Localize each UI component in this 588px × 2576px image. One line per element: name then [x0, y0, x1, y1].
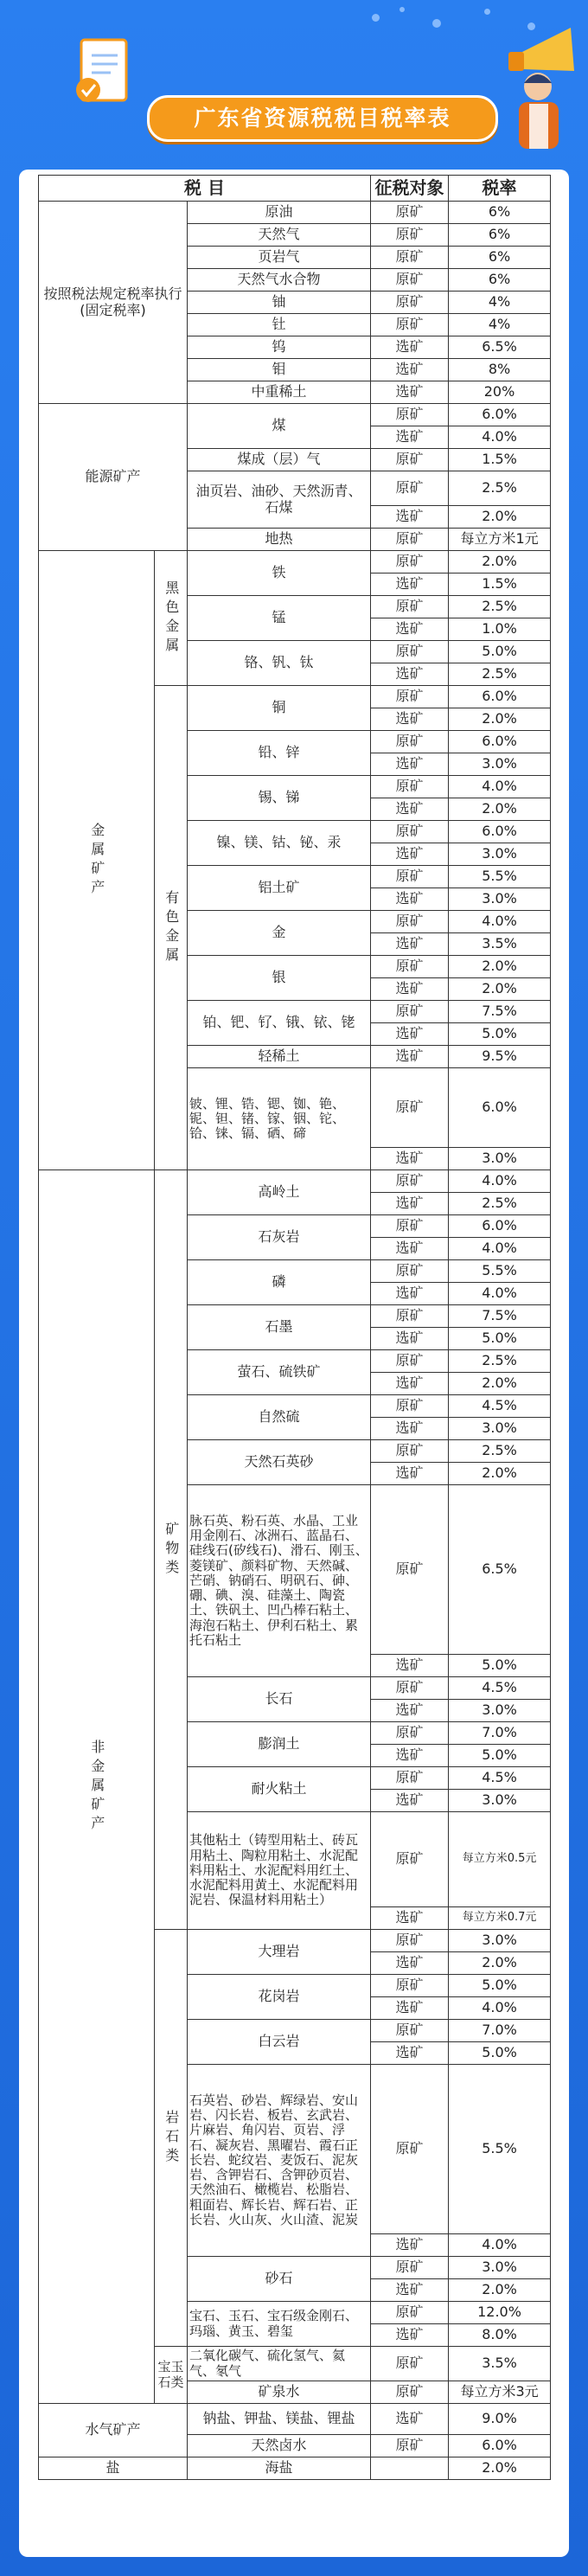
header-rate: 税率	[449, 176, 551, 202]
tax-object: 原矿	[371, 1350, 449, 1373]
item-name: 二氧化碳气、硫化氢气、氦气、氡气	[188, 2347, 371, 2381]
item-name: 萤石、硫铁矿	[188, 1350, 371, 1395]
tax-object: 原矿	[371, 202, 449, 224]
item-name: 宝石、玉石、宝石级金刚石、玛瑙、黄玉、碧玺	[188, 2302, 371, 2347]
item-name: 自然硫	[188, 1395, 371, 1440]
tax-rate: 2.0%	[449, 798, 551, 821]
tax-object: 选矿	[371, 1328, 449, 1350]
tax-rate: 6%	[449, 224, 551, 247]
item-name: 天然气	[188, 224, 371, 247]
tax-object: 选矿	[371, 618, 449, 641]
item-name: 铬、钒、钛	[188, 641, 371, 686]
tax-object: 原矿	[371, 269, 449, 292]
tax-object: 原矿	[371, 551, 449, 574]
item-name: 中重稀土	[188, 381, 371, 404]
item-name: 铂、钯、钌、锇、铱、铑	[188, 1001, 371, 1046]
tax-rate: 4.0%	[449, 2234, 551, 2257]
tax-object: 选矿	[371, 1952, 449, 1975]
tax-rate: 4.0%	[449, 1170, 551, 1193]
category-cell: 岩石类	[155, 1930, 188, 2347]
item-name: 膨润土	[188, 1722, 371, 1767]
tax-rate: 6.0%	[449, 731, 551, 753]
item-name: 地热	[188, 529, 371, 551]
tax-object: 原矿	[371, 247, 449, 269]
tax-rate: 5.0%	[449, 1328, 551, 1350]
tax-rate: 2.0%	[449, 978, 551, 1001]
tax-object: 原矿	[371, 2381, 449, 2404]
tax-object: 原矿	[371, 596, 449, 618]
tax-rate: 2.5%	[449, 1440, 551, 1463]
header	[35, 24, 553, 154]
document-check-icon	[73, 36, 133, 109]
tax-rate: 2.0%	[449, 2279, 551, 2302]
tax-object: 原矿	[371, 1305, 449, 1328]
category-cell: 盐	[39, 2457, 188, 2480]
item-name: 钨	[188, 336, 371, 359]
tax-object: 原矿	[371, 956, 449, 978]
tax-rate: 3.0%	[449, 1700, 551, 1722]
item-name: 银	[188, 956, 371, 1001]
item-name: 钠盐、钾盐、镁盐、锂盐	[188, 2404, 371, 2435]
tax-object: 原矿	[371, 471, 449, 506]
page-title: 广东省资源税税目税率表	[194, 106, 451, 131]
category-cell: 金属矿产	[39, 551, 155, 1170]
item-name: 铁	[188, 551, 371, 596]
tax-object: 原矿	[371, 404, 449, 426]
tax-rate: 2.5%	[449, 1350, 551, 1373]
tax-object: 选矿	[371, 843, 449, 866]
tax-object: 选矿	[371, 1148, 449, 1170]
tax-object: 原矿	[371, 2435, 449, 2457]
tax-rate: 2.5%	[449, 471, 551, 506]
tax-object: 原矿	[371, 1260, 449, 1283]
category-cell: 能源矿产	[39, 404, 188, 551]
tax-object: 选矿	[371, 1655, 449, 1677]
tax-rate: 3.0%	[449, 843, 551, 866]
table-row	[39, 2457, 551, 2480]
tax-rate: 6%	[449, 202, 551, 224]
item-name: 轻稀土	[188, 1046, 371, 1068]
tax-rate: 2.0%	[449, 956, 551, 978]
tax-object: 原矿	[371, 1930, 449, 1952]
tax-object: 选矿	[371, 1238, 449, 1260]
item-name: 铍、锂、锆、锶、铷、铯、铌、钽、锗、镓、铟、铊、铪、铼、镉、硒、碲	[188, 1068, 371, 1170]
table-row	[39, 404, 551, 426]
tax-object: 原矿	[371, 1001, 449, 1023]
tax-rate: 5.0%	[449, 1745, 551, 1767]
tax-rate: 4%	[449, 314, 551, 336]
category-cell: 按照税法规定税率执行(固定税率)	[39, 202, 188, 404]
tax-rate: 5.5%	[449, 2065, 551, 2234]
tax-rate: 3.0%	[449, 1930, 551, 1952]
category-cell: 有色金属	[155, 686, 188, 1170]
item-name: 锰	[188, 596, 371, 641]
tax-rate: 5.0%	[449, 1975, 551, 1997]
tax-rate: 每立方米3元	[449, 2381, 551, 2404]
table-row	[39, 202, 551, 224]
tax-object: 原矿	[371, 2347, 449, 2381]
tax-rate-table	[38, 175, 551, 2480]
tax-rate: 2.5%	[449, 596, 551, 618]
tax-rate: 4%	[449, 292, 551, 314]
tax-object: 原矿	[371, 731, 449, 753]
tax-object: 原矿	[371, 1975, 449, 1997]
tax-object: 原矿	[371, 911, 449, 933]
tax-object: 选矿	[371, 1700, 449, 1722]
tax-object: 选矿	[371, 1418, 449, 1440]
tax-rate: 4.5%	[449, 1767, 551, 1790]
tax-object: 选矿	[371, 933, 449, 956]
tax-rate: 3.5%	[449, 2347, 551, 2381]
item-name: 油页岩、油砂、天然沥青、石煤	[188, 471, 371, 529]
tax-rate: 2.0%	[449, 506, 551, 529]
tax-rate: 7.0%	[449, 2020, 551, 2042]
tax-object: 原矿	[371, 1440, 449, 1463]
tax-rate: 20%	[449, 381, 551, 404]
tax-rate: 6.0%	[449, 686, 551, 708]
tax-object: 原矿	[371, 2257, 449, 2279]
tax-rate: 1.5%	[449, 574, 551, 596]
tax-rate: 5.0%	[449, 2042, 551, 2065]
tax-rate: 3.0%	[449, 888, 551, 911]
tax-object: 原矿	[371, 821, 449, 843]
tax-rate: 2.0%	[449, 708, 551, 731]
tax-object: 原矿	[371, 1722, 449, 1745]
item-name: 铝土矿	[188, 866, 371, 911]
item-name: 锡、锑	[188, 776, 371, 821]
category-cell: 矿物类	[155, 1170, 188, 1930]
tax-object: 选矿	[371, 1463, 449, 1485]
tax-rate: 3.0%	[449, 753, 551, 776]
tax-rate: 4.0%	[449, 1283, 551, 1305]
tax-rate: 2.0%	[449, 1463, 551, 1485]
table-row	[39, 2404, 551, 2435]
item-name: 高岭土	[188, 1170, 371, 1215]
tax-object: 原矿	[371, 1677, 449, 1700]
tax-rate: 每立方米0.7元	[449, 1907, 551, 1930]
tax-rate: 12.0%	[449, 2302, 551, 2324]
tax-object: 选矿	[371, 2324, 449, 2347]
tax-object: 原矿	[371, 686, 449, 708]
table-header-row	[39, 176, 551, 202]
category-cell: 黑色金属	[155, 551, 188, 686]
tax-rate: 3.0%	[449, 1148, 551, 1170]
item-name: 耐火粘土	[188, 1767, 371, 1812]
tax-rate: 5.0%	[449, 1023, 551, 1046]
tax-object: 原矿	[371, 866, 449, 888]
tax-object	[371, 2457, 449, 2480]
tax-object: 原矿	[371, 1812, 449, 1907]
tax-rate: 4.5%	[449, 1395, 551, 1418]
tax-object: 选矿	[371, 381, 449, 404]
tax-rate: 9.5%	[449, 1046, 551, 1068]
tax-rate: 2.0%	[449, 2457, 551, 2480]
tax-rate: 6.0%	[449, 404, 551, 426]
tax-object: 原矿	[371, 2302, 449, 2324]
tax-object: 选矿	[371, 753, 449, 776]
tax-object: 选矿	[371, 888, 449, 911]
tax-rate: 3.5%	[449, 933, 551, 956]
item-name: 其他粘土（铸型用粘土、砖瓦用粘土、陶粒用粘土、水泥配料用粘土、水泥配料用红土、水泥配料用黄土、水泥配料用泥岩、保温材料用粘土）	[188, 1812, 371, 1930]
tax-rate: 4.0%	[449, 1238, 551, 1260]
item-name: 镍、镁、钴、铋、汞	[188, 821, 371, 866]
item-name: 海盐	[188, 2457, 371, 2480]
tax-rate: 4.0%	[449, 1997, 551, 2020]
tax-object: 选矿	[371, 978, 449, 1001]
item-name: 天然石英砂	[188, 1440, 371, 1485]
item-name: 石英岩、砂岩、辉绿岩、安山岩、闪长岩、板岩、玄武岩、片麻岩、角闪岩、页岩、浮石、凝灰岩、黑曜岩、霞石正长岩、蛇纹岩、麦饭石、泥灰岩、含钾岩石、含钾砂页岩、天然油石、橄榄岩、松脂岩、粗面岩、辉长岩、辉石岩、正长岩、火山灰、火山渣、泥炭	[188, 2065, 371, 2257]
tax-object: 选矿	[371, 2404, 449, 2435]
tax-object: 选矿	[371, 336, 449, 359]
tax-rate: 2.5%	[449, 663, 551, 686]
item-name: 原油	[188, 202, 371, 224]
tax-rate: 3.0%	[449, 1418, 551, 1440]
tax-object: 选矿	[371, 1997, 449, 2020]
tax-rate: 每立方米0.5元	[449, 1812, 551, 1907]
table-card	[19, 170, 569, 2557]
tax-rate: 6.0%	[449, 2435, 551, 2457]
table-row	[39, 551, 551, 574]
tax-object: 原矿	[371, 1170, 449, 1193]
tax-rate: 3.0%	[449, 1790, 551, 1812]
item-name: 磷	[188, 1260, 371, 1305]
item-name: 矿泉水	[188, 2381, 371, 2404]
tax-rate: 4.0%	[449, 776, 551, 798]
tax-object: 原矿	[371, 1068, 449, 1148]
header-object: 征税对象	[371, 176, 449, 202]
tax-rate: 4.0%	[449, 911, 551, 933]
tax-object: 选矿	[371, 574, 449, 596]
tax-rate: 6.5%	[449, 1485, 551, 1655]
tax-object: 选矿	[371, 2234, 449, 2257]
header-item: 税 目	[39, 176, 371, 202]
tax-rate: 2.0%	[449, 551, 551, 574]
tax-object: 选矿	[371, 663, 449, 686]
tax-object: 选矿	[371, 1907, 449, 1930]
item-name: 石墨	[188, 1305, 371, 1350]
tax-object: 选矿	[371, 506, 449, 529]
tax-rate: 5.5%	[449, 1260, 551, 1283]
category-cell: 水气矿产	[39, 2404, 188, 2457]
item-name: 金	[188, 911, 371, 956]
tax-object: 选矿	[371, 426, 449, 449]
category-cell: 宝玉石类	[155, 2347, 188, 2404]
tax-object: 选矿	[371, 2042, 449, 2065]
item-name: 大理岩	[188, 1930, 371, 1975]
tax-rate: 6%	[449, 247, 551, 269]
tax-rate: 7.5%	[449, 1305, 551, 1328]
tax-object: 原矿	[371, 641, 449, 663]
item-name: 花岗岩	[188, 1975, 371, 2020]
tax-rate: 7.0%	[449, 1722, 551, 1745]
tax-rate: 2.0%	[449, 1952, 551, 1975]
tax-rate: 8.0%	[449, 2324, 551, 2347]
tax-rate: 5.5%	[449, 866, 551, 888]
category-cell: 非金属矿产	[39, 1170, 155, 2404]
tax-object: 选矿	[371, 1373, 449, 1395]
item-name: 脉石英、粉石英、水晶、工业用金刚石、冰洲石、蓝晶石、硅线石(矽线石)、滑石、刚玉、菱镁矿、颜料矿物、天然碱、芒硝、钠硝石、明矾石、砷、硼、碘、溴、硅藻土、陶瓷土、铁矾土、凹凸棒石粘土、海泡石粘土、伊利石粘土、累托石粘土	[188, 1485, 371, 1677]
tax-object: 选矿	[371, 1790, 449, 1812]
tax-rate: 8%	[449, 359, 551, 381]
tax-rate: 6.0%	[449, 821, 551, 843]
tax-object: 选矿	[371, 798, 449, 821]
item-name: 石灰岩	[188, 1215, 371, 1260]
item-name: 铀	[188, 292, 371, 314]
tax-rate: 2.0%	[449, 1373, 551, 1395]
tax-object: 原矿	[371, 449, 449, 471]
tax-object: 选矿	[371, 1283, 449, 1305]
item-name: 钼	[188, 359, 371, 381]
tax-rate: 5.0%	[449, 641, 551, 663]
tax-rate: 2.5%	[449, 1193, 551, 1215]
tax-object: 原矿	[371, 776, 449, 798]
tax-rate: 6.0%	[449, 1215, 551, 1238]
tax-object: 选矿	[371, 359, 449, 381]
tax-object: 选矿	[371, 1046, 449, 1068]
tax-object: 原矿	[371, 1215, 449, 1238]
tax-rate: 1.0%	[449, 618, 551, 641]
title-banner	[147, 95, 498, 142]
tax-rate: 5.0%	[449, 1655, 551, 1677]
tax-rate: 4.0%	[449, 426, 551, 449]
item-name: 页岩气	[188, 247, 371, 269]
tax-rate: 1.5%	[449, 449, 551, 471]
tax-rate: 9.0%	[449, 2404, 551, 2435]
tax-object: 选矿	[371, 1023, 449, 1046]
item-name: 煤	[188, 404, 371, 449]
tax-object: 原矿	[371, 1485, 449, 1655]
item-name: 白云岩	[188, 2020, 371, 2065]
item-name: 钍	[188, 314, 371, 336]
tax-object: 原矿	[371, 314, 449, 336]
item-name: 天然卤水	[188, 2435, 371, 2457]
tax-object: 选矿	[371, 1193, 449, 1215]
item-name: 煤成（层）气	[188, 449, 371, 471]
tax-object: 原矿	[371, 1767, 449, 1790]
tax-object: 选矿	[371, 2279, 449, 2302]
tax-rate: 6%	[449, 269, 551, 292]
tax-rate: 每立方米1元	[449, 529, 551, 551]
tax-object: 原矿	[371, 292, 449, 314]
tax-object: 原矿	[371, 224, 449, 247]
tax-object: 原矿	[371, 529, 449, 551]
tax-object: 原矿	[371, 2065, 449, 2234]
item-name: 铅、锌	[188, 731, 371, 776]
tax-rate: 7.5%	[449, 1001, 551, 1023]
tax-object: 选矿	[371, 708, 449, 731]
table-row	[39, 1170, 551, 1193]
megaphone-person-icon	[484, 19, 588, 149]
tax-object: 选矿	[371, 1745, 449, 1767]
tax-rate: 6.0%	[449, 1068, 551, 1148]
tax-object: 原矿	[371, 2020, 449, 2042]
tax-rate: 6.5%	[449, 336, 551, 359]
tax-rate: 3.0%	[449, 2257, 551, 2279]
item-name: 天然气水合物	[188, 269, 371, 292]
tax-object: 原矿	[371, 1395, 449, 1418]
item-name: 长石	[188, 1677, 371, 1722]
tax-rate: 4.5%	[449, 1677, 551, 1700]
item-name: 砂石	[188, 2257, 371, 2302]
item-name: 铜	[188, 686, 371, 731]
